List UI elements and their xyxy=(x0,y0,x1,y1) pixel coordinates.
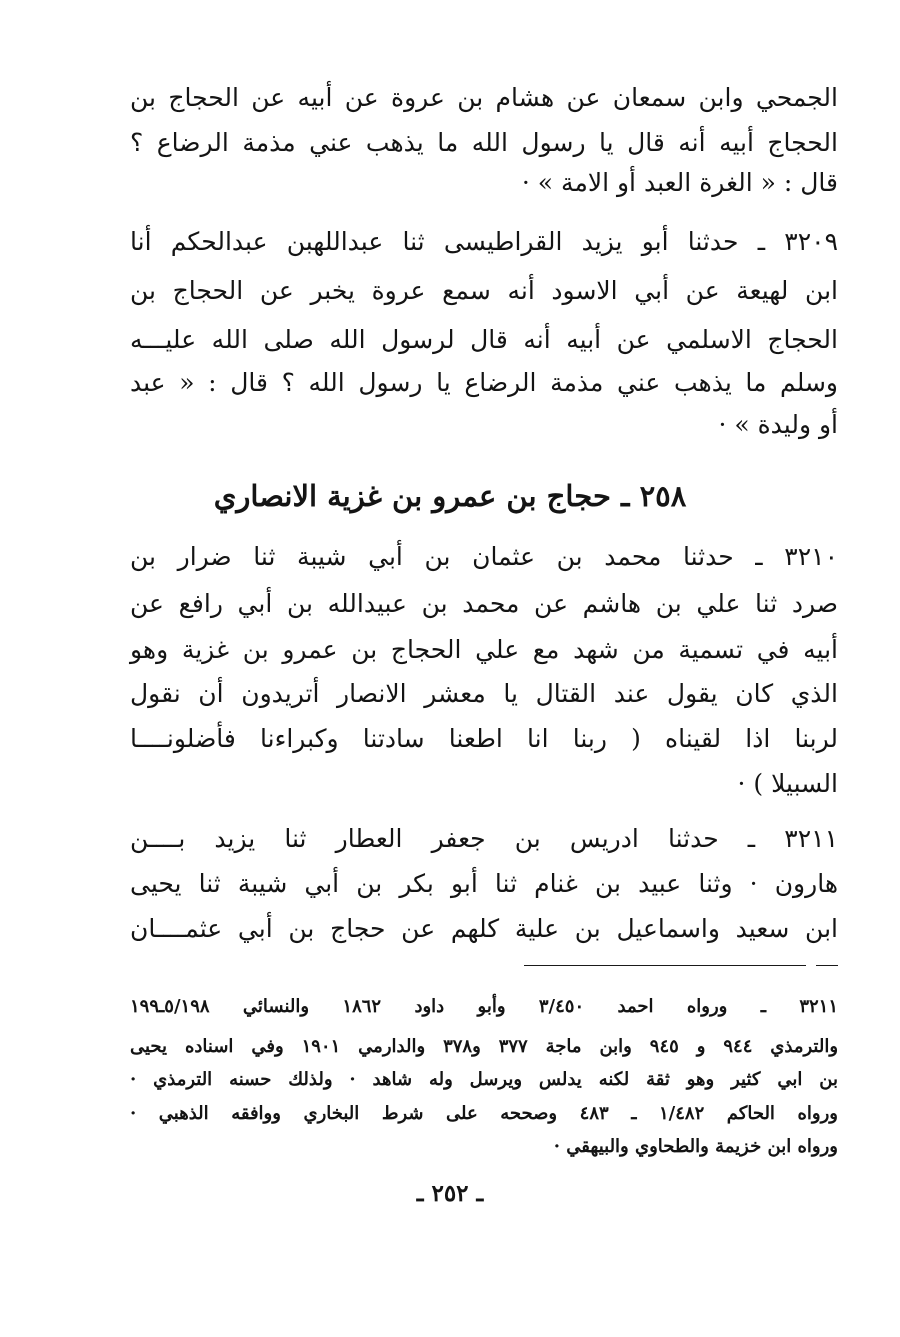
text-line: ٣٢١٠ ـ حدثنا محمد بن عثمان بن أبي شيبة ثنا ضرار بن xyxy=(130,542,838,571)
page-number: ـ ٢٥٢ ـ xyxy=(416,1180,484,1207)
footnote-rule xyxy=(524,965,806,966)
text-line: الحجاج الاسلمي عن أبيه أنه قال لرسول الله صلى الله عليـــه xyxy=(130,325,838,354)
text-line: الذي كان يقول عند القتال يا معشر الانصار أتريدون أن نقول xyxy=(130,679,838,708)
text-line: هارون · وثنا عبيد بن غنام ثنا أبو بكر بن أبي شيبة ثنا يحيى xyxy=(130,869,838,898)
text-line: ابن لهيعة عن أبي الاسود أنه سمع عروة يخبر عن الحجاج بن xyxy=(130,276,838,305)
text-line: ابن سعيد واسماعيل بن علية كلهم عن حجاج بن أبي عثمــــان xyxy=(130,914,838,943)
footnote-rule-dash xyxy=(816,965,838,966)
text-line: صرد ثنا علي بن هاشم عن محمد بن عبيدالله بن أبي رافع عن xyxy=(130,589,838,618)
section-heading: ٢٥٨ ـ حجاج بن عمرو بن غزية الانصاري xyxy=(213,479,687,513)
text-line: أو وليدة » · xyxy=(718,410,838,439)
footnote-line: بن ابي كثير وهو ثقة لكنه يدلس ويرسل وله شاهد · ولذلك حسنه الترمذي · xyxy=(130,1069,838,1090)
text-line: قال : « الغرة العبد أو الامة » · xyxy=(521,168,838,197)
text-line: ٣٢١١ ـ حدثنا ادريس بن جعفر العطار ثنا يزيد بــــن xyxy=(130,824,838,853)
text-line: ٣٢٠٩ ـ حدثنا أبو يزيد القراطيسى ثنا عبداللهبن عبدالحكم أنا xyxy=(130,227,838,256)
footnote-line: ٣٢١١ ـ ورواه احمد ٣/٤٥٠ وأبو داود ١٨٦٢ والنسائي ٥/١٩٨ـ١٩٩ xyxy=(130,996,838,1017)
footnote-line: ورواه ابن خزيمة والطحاوي والبيهقي · xyxy=(553,1136,838,1157)
text-line: لربنا اذا لقيناه ( ربنا انا اطعنا سادتنا وكبراءنا فأضلونــــا xyxy=(130,724,838,753)
text-line: أبيه في تسمية من شهد مع علي الحجاج بن عمرو بن غزية وهو xyxy=(130,635,838,664)
text-line: الجمحي وابن سمعان عن هشام بن عروة عن أبيه عن الحجاج بن xyxy=(130,83,838,112)
footnote-line: ورواه الحاكم ١/٤٨٢ ـ ٤٨٣ وصححه على شرط البخاري ووافقه الذهبي · xyxy=(130,1103,838,1124)
footnote-line: والترمذي ٩٤٤ و ٩٤٥ وابن ماجة ٣٧٧ و٣٧٨ والدارمي ١٩٠١ وفي اسناده يحيى xyxy=(130,1036,839,1057)
text-line: وسلم ما يذهب عني مذمة الرضاع يا رسول الله ؟ قال : « عبد xyxy=(130,368,838,397)
text-line: الحجاج أبيه أنه قال يا رسول الله ما يذهب عني مذمة الرضاع ؟ xyxy=(130,128,838,157)
text-line: السبيلا ) · xyxy=(737,769,838,798)
